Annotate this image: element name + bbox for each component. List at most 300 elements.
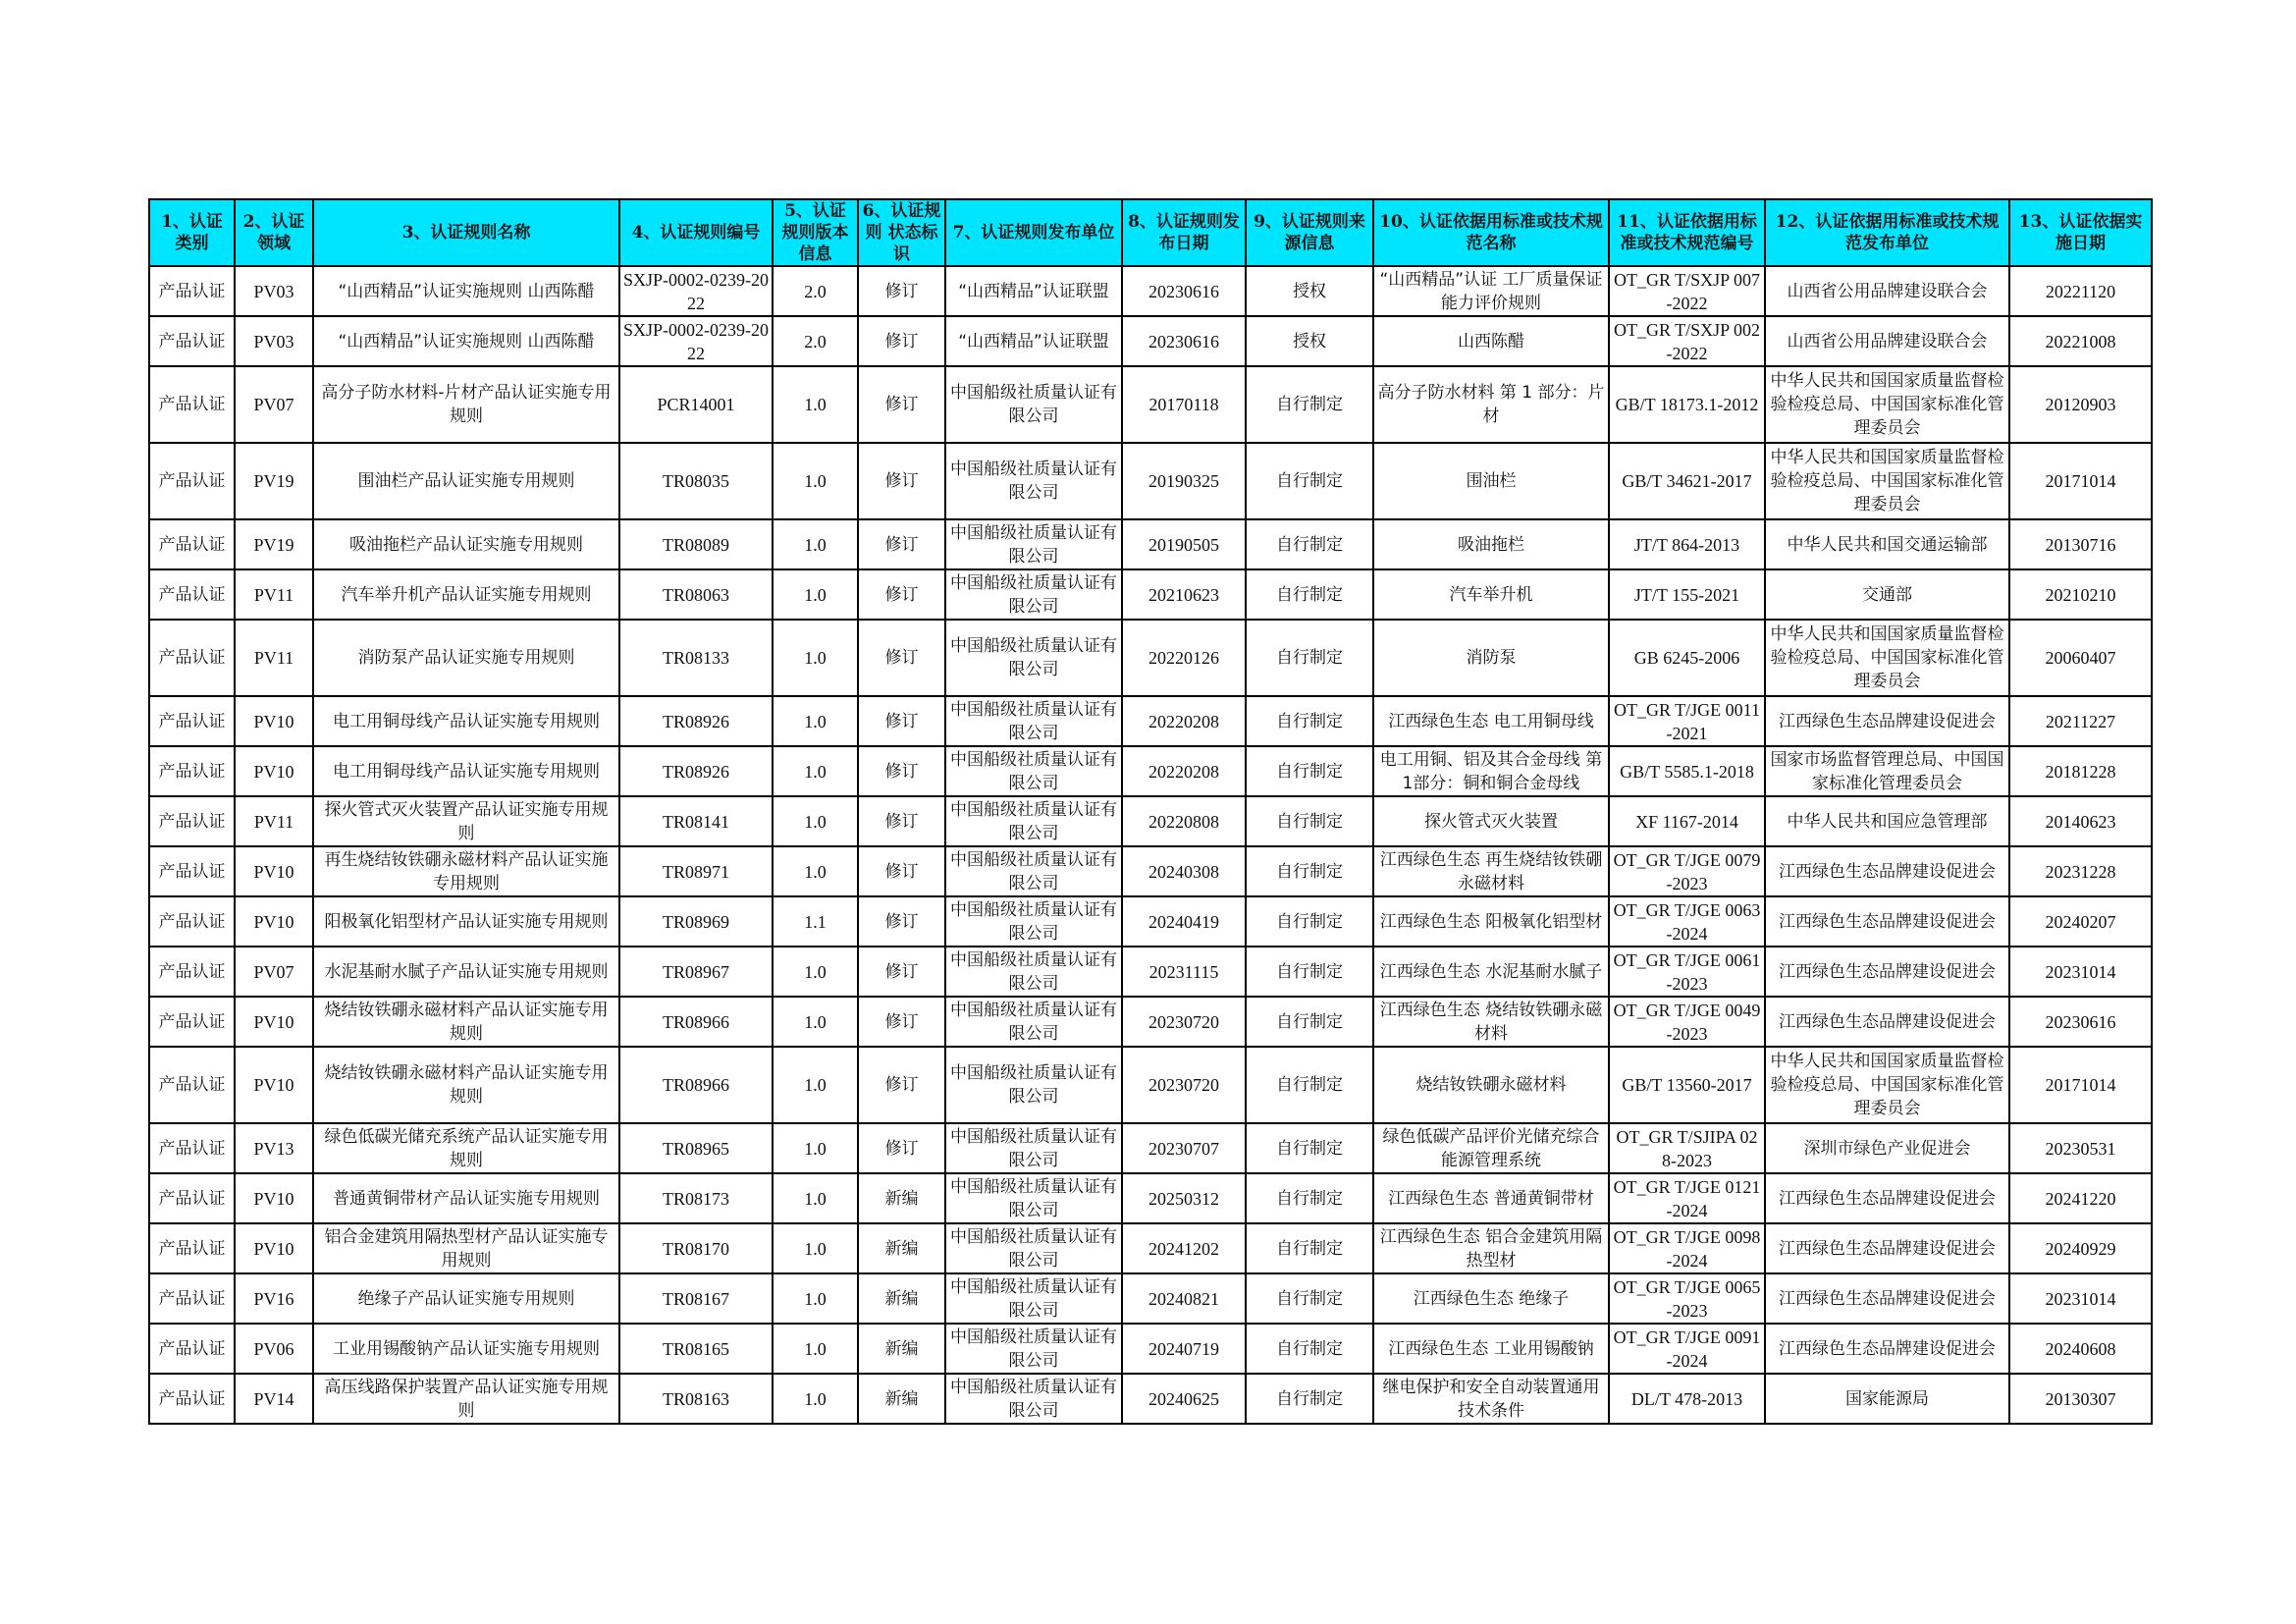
cell-standard-publisher: 江西绿色生态品牌建设促进会 (1765, 1273, 2009, 1324)
cell-rule-version: 1.0 (773, 997, 858, 1047)
cell-cert-field: PV14 (235, 1374, 313, 1424)
cell-rule-publish-date: 20210623 (1122, 569, 1246, 620)
cell-implementation-date: 20240929 (2009, 1223, 2152, 1273)
cell-standard-publisher: 山西省公用品牌建设联合会 (1765, 266, 2009, 316)
cell-standard-publisher: 国家能源局 (1765, 1374, 2009, 1424)
cell-implementation-date: 20181228 (2009, 746, 2152, 796)
cell-rule-publisher: “山西精品”认证联盟 (945, 316, 1122, 366)
cell-rule-publish-date: 20230616 (1122, 316, 1246, 366)
cell-rule-source: 自行制定 (1246, 366, 1373, 443)
cell-rule-publish-date: 20220126 (1122, 620, 1246, 696)
cell-rule-source: 自行制定 (1246, 519, 1373, 569)
table-row (149, 846, 2152, 896)
cell-cert-category: 产品认证 (149, 1374, 235, 1424)
cell-rule-source: 自行制定 (1246, 1047, 1373, 1123)
cell-rule-status: 新编 (858, 1324, 945, 1374)
cell-cert-category: 产品认证 (149, 997, 235, 1047)
column-header-rule-publish-date: 8、认证规则发布日期 (1122, 199, 1246, 266)
cell-standard-name: 江西绿色生态 铝合金建筑用隔热型材 (1373, 1223, 1609, 1273)
cell-rule-version: 1.0 (773, 1273, 858, 1324)
cell-rule-version: 1.0 (773, 569, 858, 620)
cell-rule-number: TR08971 (619, 846, 773, 896)
cell-rule-number: TR08167 (619, 1273, 773, 1324)
cell-cert-field: PV10 (235, 846, 313, 896)
cell-rule-publisher: 中国船级社质量认证有限公司 (945, 1273, 1122, 1324)
cell-standard-number: GB/T 5585.1-2018 (1609, 746, 1765, 796)
cell-standard-publisher: 国家市场监督管理总局、中国国家标准化管理委员会 (1765, 746, 2009, 796)
cell-rule-status: 修订 (858, 696, 945, 746)
cell-standard-publisher: 中华人民共和国国家质量监督检验检疫总局、中国国家标准化管理委员会 (1765, 443, 2009, 519)
cell-implementation-date: 20230616 (2009, 997, 2152, 1047)
cell-rule-publisher: 中国船级社质量认证有限公司 (945, 1173, 1122, 1223)
cell-standard-number: XF 1167-2014 (1609, 796, 1765, 846)
cell-rule-status: 修订 (858, 366, 945, 443)
cell-standard-number: OT_GR T/JGE 0091-2024 (1609, 1324, 1765, 1374)
cell-rule-number: PCR14001 (619, 366, 773, 443)
cell-rule-publish-date: 20240625 (1122, 1374, 1246, 1424)
table-row (149, 569, 2152, 620)
cell-rule-source: 自行制定 (1246, 696, 1373, 746)
cell-standard-number: DL/T 478-2013 (1609, 1374, 1765, 1424)
cell-cert-field: PV06 (235, 1324, 313, 1374)
cell-rule-source: 自行制定 (1246, 1374, 1373, 1424)
cell-cert-field: PV10 (235, 1047, 313, 1123)
cell-cert-field: PV03 (235, 316, 313, 366)
cell-rule-source: 自行制定 (1246, 796, 1373, 846)
column-header-standard-name: 10、认证依据用标准或技术规范名称 (1373, 199, 1609, 266)
cell-standard-publisher: 中华人民共和国国家质量监督检验检疫总局、中国国家标准化管理委员会 (1765, 1047, 2009, 1123)
cell-rule-name: 铝合金建筑用隔热型材产品认证实施专用规则 (313, 1223, 619, 1273)
certification-rules-sheet (148, 198, 2153, 1425)
cell-standard-number: OT_GR T/JGE 0098-2024 (1609, 1223, 1765, 1273)
cell-standard-publisher: 中华人民共和国国家质量监督检验检疫总局、中国国家标准化管理委员会 (1765, 366, 2009, 443)
cell-standard-name: 绿色低碳产品评价光储充综合能源管理系统 (1373, 1123, 1609, 1173)
cell-rule-number: TR08089 (619, 519, 773, 569)
cell-cert-category: 产品认证 (149, 1123, 235, 1173)
table-row (149, 519, 2152, 569)
cell-rule-publish-date: 20190325 (1122, 443, 1246, 519)
cell-rule-publisher: 中国船级社质量认证有限公司 (945, 1123, 1122, 1173)
cell-rule-version: 1.0 (773, 1324, 858, 1374)
cell-cert-field: PV19 (235, 519, 313, 569)
cell-standard-name: 吸油拖栏 (1373, 519, 1609, 569)
cell-rule-version: 1.0 (773, 947, 858, 997)
cell-rule-source: 自行制定 (1246, 1324, 1373, 1374)
cell-rule-source: 自行制定 (1246, 443, 1373, 519)
table-row (149, 1047, 2152, 1123)
cell-implementation-date: 20231228 (2009, 846, 2152, 896)
cell-standard-publisher: 中华人民共和国应急管理部 (1765, 796, 2009, 846)
cell-standard-name: 消防泵 (1373, 620, 1609, 696)
cell-rule-number: TR08133 (619, 620, 773, 696)
cell-cert-category: 产品认证 (149, 1047, 235, 1123)
cell-cert-category: 产品认证 (149, 896, 235, 947)
cell-rule-publish-date: 20220208 (1122, 746, 1246, 796)
cell-rule-number: TR08926 (619, 746, 773, 796)
cell-cert-field: PV16 (235, 1273, 313, 1324)
cell-rule-publish-date: 20230720 (1122, 997, 1246, 1047)
cell-rule-publisher: 中国船级社质量认证有限公司 (945, 1047, 1122, 1123)
table-row (149, 796, 2152, 846)
cell-standard-name: 高分子防水材料 第 1 部分：片材 (1373, 366, 1609, 443)
cell-rule-status: 修订 (858, 443, 945, 519)
cell-cert-category: 产品认证 (149, 1273, 235, 1324)
cell-rule-name: 阳极氧化铝型材产品认证实施专用规则 (313, 896, 619, 947)
cell-rule-version: 1.0 (773, 620, 858, 696)
table-row (149, 947, 2152, 997)
cell-standard-name: “山西精品”认证 工厂质量保证能力评价规则 (1373, 266, 1609, 316)
cell-rule-version: 2.0 (773, 266, 858, 316)
cell-rule-publish-date: 20230616 (1122, 266, 1246, 316)
table-row (149, 266, 2152, 316)
cell-cert-category: 产品认证 (149, 366, 235, 443)
cell-rule-name: 汽车举升机产品认证实施专用规则 (313, 569, 619, 620)
cell-rule-publisher: 中国船级社质量认证有限公司 (945, 1223, 1122, 1273)
cell-rule-status: 修订 (858, 266, 945, 316)
cell-cert-category: 产品认证 (149, 846, 235, 896)
column-header-rule-status: 6、认证规则 状态标识 (858, 199, 945, 266)
cell-rule-status: 新编 (858, 1273, 945, 1324)
cell-standard-publisher: 交通部 (1765, 569, 2009, 620)
cell-cert-category: 产品认证 (149, 696, 235, 746)
cell-standard-name: 江西绿色生态 普通黄铜带材 (1373, 1173, 1609, 1223)
cell-rule-number: TR08966 (619, 1047, 773, 1123)
cell-rule-publisher: 中国船级社质量认证有限公司 (945, 796, 1122, 846)
cell-standard-publisher: 江西绿色生态品牌建设促进会 (1765, 997, 2009, 1047)
cell-rule-version: 1.0 (773, 1374, 858, 1424)
cell-standard-number: OT_GR T/JGE 0063-2024 (1609, 896, 1765, 947)
cell-rule-publish-date: 20240419 (1122, 896, 1246, 947)
table-row (149, 1223, 2152, 1273)
cell-rule-number: TR08141 (619, 796, 773, 846)
cell-rule-source: 自行制定 (1246, 620, 1373, 696)
cell-rule-source: 自行制定 (1246, 997, 1373, 1047)
cell-rule-version: 1.1 (773, 896, 858, 947)
cell-rule-name: 普通黄铜带材产品认证实施专用规则 (313, 1173, 619, 1223)
cell-rule-number: TR08170 (619, 1223, 773, 1273)
cell-rule-status: 新编 (858, 1374, 945, 1424)
cell-cert-category: 产品认证 (149, 569, 235, 620)
cell-cert-field: PV10 (235, 1173, 313, 1223)
cell-rule-name: 消防泵产品认证实施专用规则 (313, 620, 619, 696)
cell-standard-publisher: 江西绿色生态品牌建设促进会 (1765, 947, 2009, 997)
cell-standard-name: 江西绿色生态 烧结钕铁硼永磁材料 (1373, 997, 1609, 1047)
cell-cert-category: 产品认证 (149, 316, 235, 366)
cell-rule-publish-date: 20230720 (1122, 1047, 1246, 1123)
cell-standard-name: 江西绿色生态 再生烧结钕铁硼永磁材料 (1373, 846, 1609, 896)
cell-implementation-date: 20130716 (2009, 519, 2152, 569)
table-row (149, 1273, 2152, 1324)
cell-standard-number: OT_GR T/SXJP 002-2022 (1609, 316, 1765, 366)
cell-rule-name: 高压线路保护装置产品认证实施专用规则 (313, 1374, 619, 1424)
cell-standard-number: GB/T 34621-2017 (1609, 443, 1765, 519)
cell-standard-name: 山西陈醋 (1373, 316, 1609, 366)
cell-rule-status: 修订 (858, 316, 945, 366)
cell-implementation-date: 20120903 (2009, 366, 2152, 443)
cell-standard-publisher: 山西省公用品牌建设联合会 (1765, 316, 2009, 366)
column-header-rule-number: 4、认证规则编号 (619, 199, 773, 266)
cell-rule-publish-date: 20170118 (1122, 366, 1246, 443)
cell-rule-status: 新编 (858, 1173, 945, 1223)
cell-implementation-date: 20241220 (2009, 1173, 2152, 1223)
column-header-rule-publisher: 7、认证规则发布单位 (945, 199, 1122, 266)
cell-rule-number: TR08926 (619, 696, 773, 746)
cell-rule-status: 修订 (858, 620, 945, 696)
column-header-cert-category: 1、认证类别 (149, 199, 235, 266)
cell-standard-number: JT/T 155-2021 (1609, 569, 1765, 620)
table-row (149, 896, 2152, 947)
cell-implementation-date: 20140623 (2009, 796, 2152, 846)
cell-cert-field: PV10 (235, 997, 313, 1047)
cell-rule-publisher: 中国船级社质量认证有限公司 (945, 443, 1122, 519)
cell-rule-number: SXJP-0002-0239-2022 (619, 316, 773, 366)
cell-rule-version: 1.0 (773, 519, 858, 569)
cell-cert-field: PV11 (235, 796, 313, 846)
cell-rule-version: 1.0 (773, 366, 858, 443)
cell-cert-field: PV10 (235, 696, 313, 746)
cell-rule-source: 授权 (1246, 316, 1373, 366)
cell-rule-version: 1.0 (773, 1223, 858, 1273)
cell-standard-publisher: 深圳市绿色产业促进会 (1765, 1123, 2009, 1173)
cell-rule-number: TR08965 (619, 1123, 773, 1173)
cell-rule-name: 高分子防水材料-片材产品认证实施专用规则 (313, 366, 619, 443)
cell-standard-number: OT_GR T/JGE 0121-2024 (1609, 1173, 1765, 1223)
cell-cert-category: 产品认证 (149, 796, 235, 846)
column-header-rule-version: 5、认证规则版本信息 (773, 199, 858, 266)
table-row (149, 997, 2152, 1047)
cell-implementation-date: 20171014 (2009, 443, 2152, 519)
cell-implementation-date: 20130307 (2009, 1374, 2152, 1424)
cell-rule-name: 再生烧结钕铁硼永磁材料产品认证实施专用规则 (313, 846, 619, 896)
cell-rule-publish-date: 20250312 (1122, 1173, 1246, 1223)
cell-implementation-date: 20211227 (2009, 696, 2152, 746)
cell-cert-category: 产品认证 (149, 620, 235, 696)
cell-cert-category: 产品认证 (149, 746, 235, 796)
cell-rule-publish-date: 20231115 (1122, 947, 1246, 997)
cell-rule-name: 探火管式灭火装置产品认证实施专用规则 (313, 796, 619, 846)
cell-cert-field: PV07 (235, 366, 313, 443)
cell-standard-publisher: 中华人民共和国交通运输部 (1765, 519, 2009, 569)
cell-rule-publisher: 中国船级社质量认证有限公司 (945, 896, 1122, 947)
cell-rule-number: SXJP-0002-0239-2022 (619, 266, 773, 316)
cell-rule-number: TR08967 (619, 947, 773, 997)
cell-standard-publisher: 江西绿色生态品牌建设促进会 (1765, 846, 2009, 896)
cell-rule-version: 1.0 (773, 696, 858, 746)
cell-implementation-date: 20210210 (2009, 569, 2152, 620)
cell-rule-publisher: 中国船级社质量认证有限公司 (945, 620, 1122, 696)
column-header-implementation-date: 13、认证依据实施日期 (2009, 199, 2152, 266)
cell-rule-source: 自行制定 (1246, 1123, 1373, 1173)
cell-rule-number: TR08969 (619, 896, 773, 947)
cell-standard-number: GB/T 13560-2017 (1609, 1047, 1765, 1123)
cell-rule-source: 自行制定 (1246, 1173, 1373, 1223)
cell-standard-name: 围油栏 (1373, 443, 1609, 519)
cell-rule-status: 修订 (858, 896, 945, 947)
cell-standard-publisher: 江西绿色生态品牌建设促进会 (1765, 1223, 2009, 1273)
cell-rule-source: 自行制定 (1246, 896, 1373, 947)
cell-rule-number: TR08035 (619, 443, 773, 519)
cell-standard-publisher: 江西绿色生态品牌建设促进会 (1765, 1173, 2009, 1223)
cell-cert-category: 产品认证 (149, 1173, 235, 1223)
column-header-cert-field: 2、认证领域 (235, 199, 313, 266)
cell-rule-version: 1.0 (773, 443, 858, 519)
table-row (149, 746, 2152, 796)
cell-rule-publish-date: 20240308 (1122, 846, 1246, 896)
cell-rule-source: 自行制定 (1246, 1273, 1373, 1324)
cell-rule-publisher: 中国船级社质量认证有限公司 (945, 746, 1122, 796)
cell-rule-publisher: 中国船级社质量认证有限公司 (945, 366, 1122, 443)
cell-rule-source: 授权 (1246, 266, 1373, 316)
cell-rule-status: 修订 (858, 569, 945, 620)
table-body (149, 266, 2152, 1424)
cell-rule-version: 1.0 (773, 1123, 858, 1173)
cell-rule-status: 新编 (858, 1223, 945, 1273)
cell-standard-name: 江西绿色生态 工业用锡酸钠 (1373, 1324, 1609, 1374)
cell-rule-number: TR08173 (619, 1173, 773, 1223)
column-header-rule-name: 3、认证规则名称 (313, 199, 619, 266)
cell-standard-name: 电工用铜、铝及其合金母线 第1部分：铜和铜合金母线 (1373, 746, 1609, 796)
cell-cert-field: PV13 (235, 1123, 313, 1173)
cell-standard-number: OT_GR T/JGE 0065-2023 (1609, 1273, 1765, 1324)
cell-implementation-date: 20221008 (2009, 316, 2152, 366)
cell-rule-name: 围油栏产品认证实施专用规则 (313, 443, 619, 519)
cell-rule-publisher: 中国船级社质量认证有限公司 (945, 1324, 1122, 1374)
cell-rule-version: 1.0 (773, 796, 858, 846)
cell-implementation-date: 20171014 (2009, 1047, 2152, 1123)
cell-rule-name: 水泥基耐水腻子产品认证实施专用规则 (313, 947, 619, 997)
table-row (149, 696, 2152, 746)
cell-cert-field: PV10 (235, 1223, 313, 1273)
cell-standard-name: 江西绿色生态 电工用铜母线 (1373, 696, 1609, 746)
cell-implementation-date: 20240207 (2009, 896, 2152, 947)
cell-rule-status: 修订 (858, 519, 945, 569)
cell-standard-number: OT_GR T/JGE 0011-2021 (1609, 696, 1765, 746)
cell-standard-publisher: 江西绿色生态品牌建设促进会 (1765, 896, 2009, 947)
cell-rule-publisher: “山西精品”认证联盟 (945, 266, 1122, 316)
cell-rule-publish-date: 20240821 (1122, 1273, 1246, 1324)
cell-standard-name: 江西绿色生态 水泥基耐水腻子 (1373, 947, 1609, 997)
cell-standard-number: OT_GR T/JGE 0049-2023 (1609, 997, 1765, 1047)
cell-cert-field: PV11 (235, 569, 313, 620)
cell-rule-publish-date: 20230707 (1122, 1123, 1246, 1173)
cell-standard-publisher: 江西绿色生态品牌建设促进会 (1765, 1324, 2009, 1374)
cell-rule-publisher: 中国船级社质量认证有限公司 (945, 569, 1122, 620)
table-header-row (149, 199, 2152, 266)
cell-cert-field: PV10 (235, 896, 313, 947)
cell-rule-version: 1.0 (773, 846, 858, 896)
cell-standard-name: 烧结钕铁硼永磁材料 (1373, 1047, 1609, 1123)
cell-implementation-date: 20221120 (2009, 266, 2152, 316)
cell-rule-name: 绿色低碳光储充系统产品认证实施专用规则 (313, 1123, 619, 1173)
cell-implementation-date: 20231014 (2009, 947, 2152, 997)
cell-rule-number: TR08165 (619, 1324, 773, 1374)
table-row (149, 1123, 2152, 1173)
cell-implementation-date: 20230531 (2009, 1123, 2152, 1173)
cell-rule-source: 自行制定 (1246, 569, 1373, 620)
cell-rule-name: “山西精品”认证实施规则 山西陈醋 (313, 316, 619, 366)
cell-rule-name: “山西精品”认证实施规则 山西陈醋 (313, 266, 619, 316)
cell-cert-category: 产品认证 (149, 519, 235, 569)
cell-rule-publisher: 中国船级社质量认证有限公司 (945, 519, 1122, 569)
cell-implementation-date: 20060407 (2009, 620, 2152, 696)
cell-rule-version: 1.0 (773, 746, 858, 796)
column-header-standard-publisher: 12、认证依据用标准或技术规范发布单位 (1765, 199, 2009, 266)
cell-cert-field: PV11 (235, 620, 313, 696)
cell-rule-status: 修订 (858, 1047, 945, 1123)
cell-cert-field: PV19 (235, 443, 313, 519)
cell-rule-status: 修订 (858, 947, 945, 997)
cell-cert-category: 产品认证 (149, 443, 235, 519)
cell-standard-number: OT_GR T/SXJP 007-2022 (1609, 266, 1765, 316)
cell-standard-number: JT/T 864-2013 (1609, 519, 1765, 569)
table-row (149, 366, 2152, 443)
cell-rule-status: 修订 (858, 846, 945, 896)
cell-standard-name: 江西绿色生态 阳极氧化铝型材 (1373, 896, 1609, 947)
cell-cert-field: PV07 (235, 947, 313, 997)
cell-rule-publish-date: 20241202 (1122, 1223, 1246, 1273)
cell-standard-number: OT_GR T/JGE 0061-2023 (1609, 947, 1765, 997)
certification-rules-table (148, 198, 2153, 1425)
cell-rule-publish-date: 20220208 (1122, 696, 1246, 746)
cell-standard-number: GB/T 18173.1-2012 (1609, 366, 1765, 443)
cell-rule-name: 绝缘子产品认证实施专用规则 (313, 1273, 619, 1324)
cell-rule-publish-date: 20190505 (1122, 519, 1246, 569)
cell-rule-status: 修订 (858, 997, 945, 1047)
cell-standard-publisher: 中华人民共和国国家质量监督检验检疫总局、中国国家标准化管理委员会 (1765, 620, 2009, 696)
cell-rule-publisher: 中国船级社质量认证有限公司 (945, 947, 1122, 997)
cell-rule-publisher: 中国船级社质量认证有限公司 (945, 846, 1122, 896)
table-row (149, 620, 2152, 696)
cell-rule-name: 电工用铜母线产品认证实施专用规则 (313, 746, 619, 796)
cell-rule-source: 自行制定 (1246, 846, 1373, 896)
table-row (149, 1324, 2152, 1374)
table-row (149, 316, 2152, 366)
cell-implementation-date: 20240608 (2009, 1324, 2152, 1374)
cell-rule-publish-date: 20240719 (1122, 1324, 1246, 1374)
table-row (149, 443, 2152, 519)
cell-rule-source: 自行制定 (1246, 947, 1373, 997)
table-row (149, 1173, 2152, 1223)
column-header-standard-number: 11、认证依据用标准或技术规范编号 (1609, 199, 1765, 266)
cell-standard-name: 探火管式灭火装置 (1373, 796, 1609, 846)
cell-rule-publisher: 中国船级社质量认证有限公司 (945, 696, 1122, 746)
cell-standard-number: OT_GR T/SJIPA 028-2023 (1609, 1123, 1765, 1173)
cell-cert-field: PV10 (235, 746, 313, 796)
cell-rule-status: 修订 (858, 1123, 945, 1173)
cell-rule-source: 自行制定 (1246, 746, 1373, 796)
cell-standard-name: 继电保护和安全自动装置通用技术条件 (1373, 1374, 1609, 1424)
cell-rule-publisher: 中国船级社质量认证有限公司 (945, 997, 1122, 1047)
cell-standard-name: 江西绿色生态 绝缘子 (1373, 1273, 1609, 1324)
cell-standard-number: GB 6245-2006 (1609, 620, 1765, 696)
cell-rule-number: TR08063 (619, 569, 773, 620)
cell-cert-category: 产品认证 (149, 266, 235, 316)
cell-rule-name: 烧结钕铁硼永磁材料产品认证实施专用规则 (313, 1047, 619, 1123)
cell-rule-version: 1.0 (773, 1047, 858, 1123)
cell-rule-number: TR08163 (619, 1374, 773, 1424)
cell-cert-category: 产品认证 (149, 1223, 235, 1273)
cell-rule-version: 2.0 (773, 316, 858, 366)
cell-rule-status: 修订 (858, 746, 945, 796)
cell-rule-number: TR08966 (619, 997, 773, 1047)
cell-rule-version: 1.0 (773, 1173, 858, 1223)
cell-rule-name: 烧结钕铁硼永磁材料产品认证实施专用规则 (313, 997, 619, 1047)
cell-rule-publisher: 中国船级社质量认证有限公司 (945, 1374, 1122, 1424)
cell-rule-name: 吸油拖栏产品认证实施专用规则 (313, 519, 619, 569)
cell-implementation-date: 20231014 (2009, 1273, 2152, 1324)
table-row (149, 1374, 2152, 1424)
cell-rule-name: 电工用铜母线产品认证实施专用规则 (313, 696, 619, 746)
